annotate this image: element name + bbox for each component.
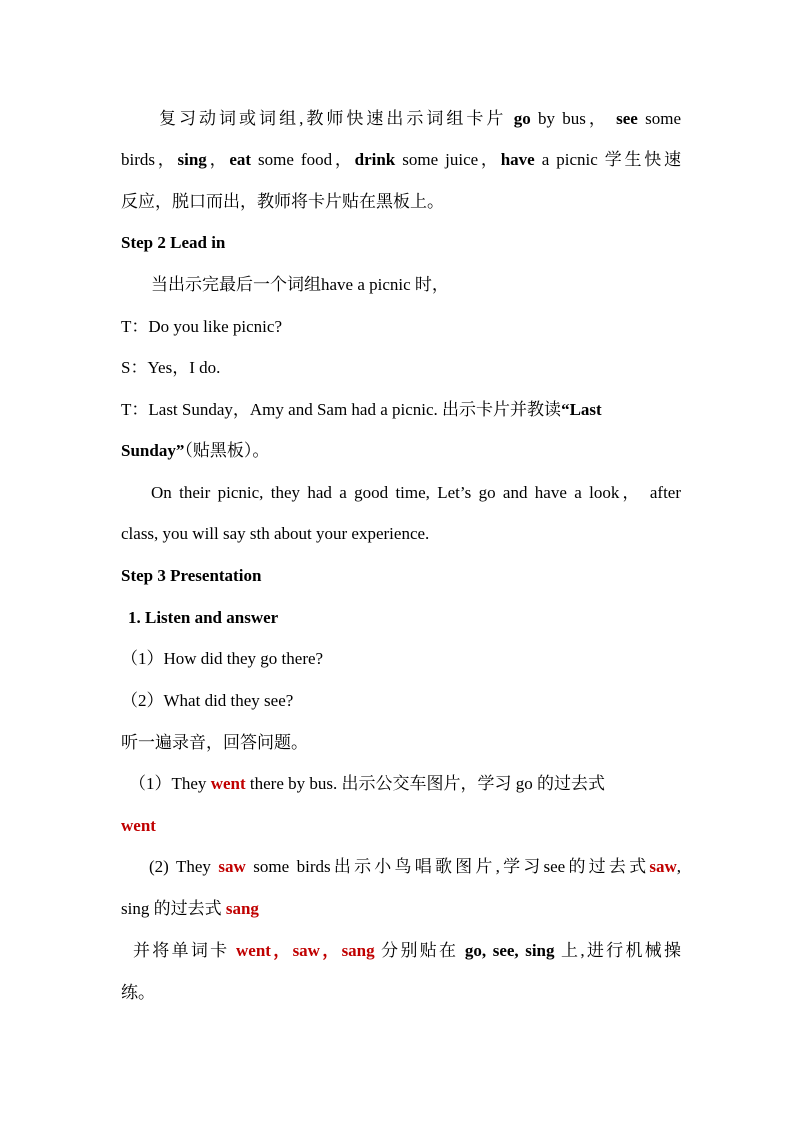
question-1: （1）How did they go there? [121,649,324,668]
step2-paragraph-line-1: On their picnic, they had a good time, Let’s go and have a look， after [151,483,681,502]
word-card-line-2: 练。 [121,983,155,1002]
dialogue-teacher-2-cont: Sunday”（贴黑板）。 [121,441,270,460]
step2-intro: 当出示完最后一个词组have a picnic 时， [151,275,449,294]
question-2: （2）What did they see? [121,691,294,710]
answer-1-line-2: went [121,816,156,835]
word-card-line-1: 并将单词卡 went，saw，sang 分别贴在 go, see, sing 上,进行机械操 [133,941,682,960]
step3-heading: Step 3 Presentation [121,566,262,585]
answer-2-line-1: (2) They saw some birds出示小鸟唱歌图片,学习see的过去式saw, [149,857,681,876]
review-paragraph-line-1: 复习动词或词组,教师快速出示词组卡片 go by bus， see some [159,109,681,128]
step2-paragraph-line-2: class, you will say sth about your experience. [121,524,430,543]
dialogue-teacher-2: T：Last Sunday，Amy and Sam had a picnic. 出示卡片并教读“Last [121,400,602,419]
listen-instruction: 听一遍录音，回答问题。 [121,733,308,752]
answer-2-line-2: sing 的过去式 sang [121,899,259,918]
dialogue-teacher-1: T：Do you like picnic? [121,317,282,336]
dialogue-student-1: S：Yes，I do. [121,358,221,377]
review-paragraph-line-3: 反应，脱口而出，教师将卡片贴在黑板上。 [121,192,444,211]
review-paragraph-line-2: birds，sing，eat some food，drink some juice，have a picnic 学生快速 [121,150,682,169]
listen-and-answer-heading: 1. Listen and answer [128,608,279,627]
step2-heading: Step 2 Lead in [121,233,226,252]
answer-1-line-1: （1）They went there by bus. 出示公交车图片，学习 go 的过去式 [129,774,605,793]
